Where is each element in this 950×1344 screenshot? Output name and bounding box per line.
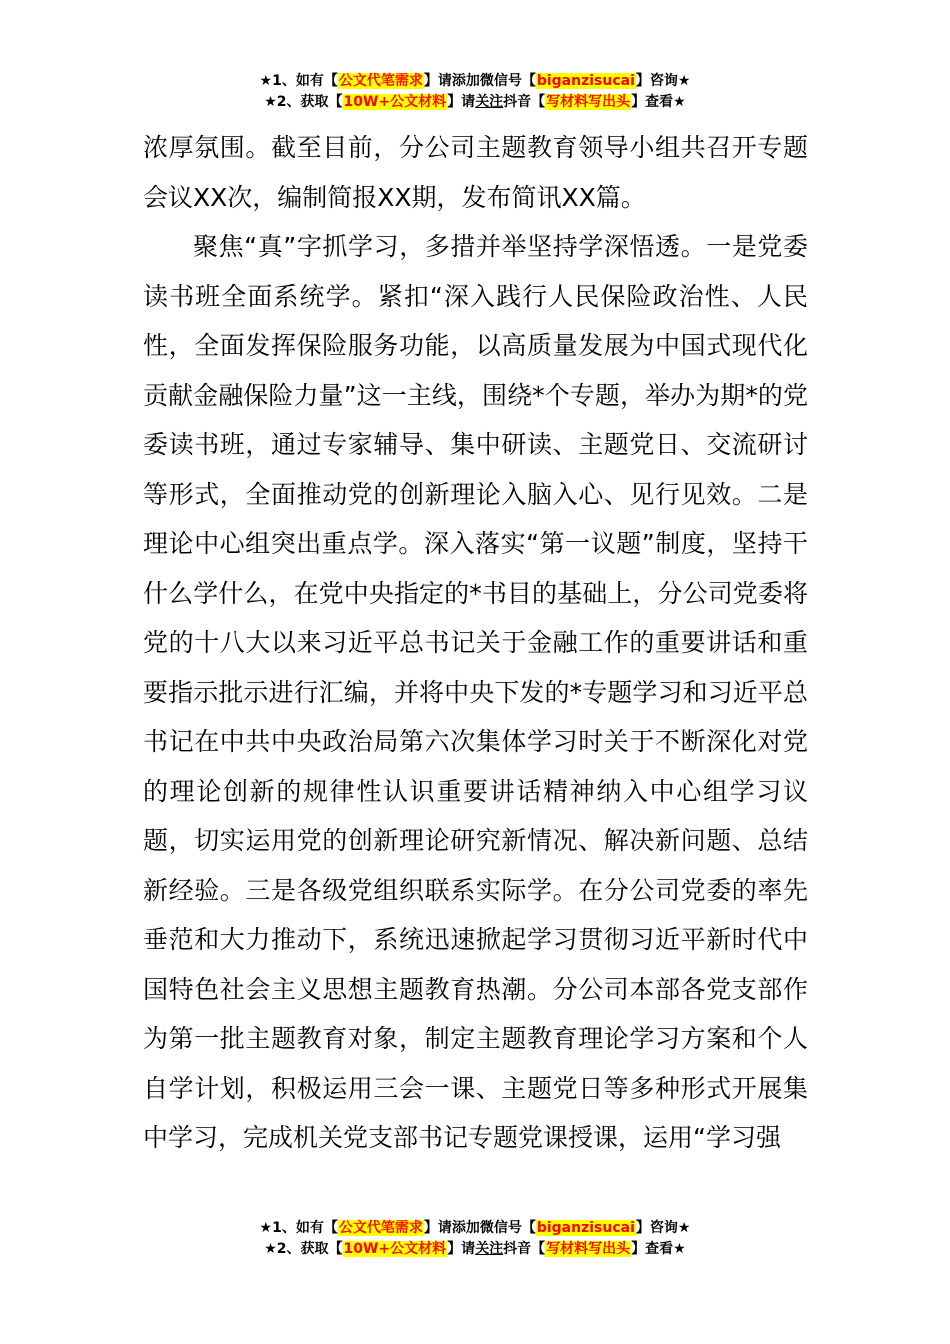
notice-line-2: ★2、获取【10W+公文材料】请关注抖音【写材料写出头】查看★ xyxy=(264,1241,686,1257)
highlight-wechat-id: biganzisucai xyxy=(536,73,635,89)
paragraph-continuation: 浓厚氛围。截至目前，分公司主题教育领导小组共召开专题会议XX次，编制简报XX期，发布简讯XX篇。 xyxy=(143,133,808,212)
paragraph-study-focus: 聚焦“真”字抓学习，多措并举坚持学深悟透。一是党委读书班全面系统学。紧扣“深入践行人民保险政治性、人民性，全面发挥保险服务功能，以高质量发展为中国式现代化贡献金融保险力量”这一主线，围绕*个专题，举办为期*的党委读书班，通过专家辅导、集中研读、主题党日、交流研讨等形式，全面推动党的创新理论入脑入心、见行见效。二是理论中心组突出重点学。深入落实“第一议题”制度，坚持干什么学什么，在党中央指定的*书目的基础上，分公司党委将党的十八大以来习近平总书记关于金融工作的重要讲话和重要指示批示进行汇编，并将中央下发的*专题学习和习近平总书记在中共中央政治局第六次集体学习时关于不断深化对党的理论创新的规律性认识重要讲话精神纳入中心组学习议题，切实运用党的创新理论研究新情况、解决新问题、总结新经验。三是各级党组织联系实际学。在分公司党委的率先垂范和大力推动下，系统迅速掀起学习贯彻习近平新时代中国特色社会主义思想主题教育热潮。分公司本部各党支部作为第一批主题教育对象，制定主题教育理论学习方案和个人自学计划，积极运用三会一课、主题党日等多种形式开展集中学习，完成机关党支部书记专题党课授课，运用“学习强 xyxy=(143,232,808,1152)
highlight-writing-service: 公文代笔需求 xyxy=(338,1220,423,1236)
highlight-materials: 10W+公文材料 xyxy=(343,94,447,110)
notice-line-2: ★2、获取【10W+公文材料】请关注抖音【写材料写出头】查看★ xyxy=(264,94,686,110)
underlined-follow: 关注 xyxy=(475,94,504,110)
highlight-wechat-id: biganzisucai xyxy=(536,1220,635,1236)
footer-notice-banner xyxy=(0,1218,950,1260)
highlight-writing-service: 公文代笔需求 xyxy=(338,73,423,89)
highlight-materials: 10W+公文材料 xyxy=(343,1241,447,1257)
document-body xyxy=(143,123,808,1163)
notice-line-1: ★1、如有【公文代笔需求】请添加微信号【biganzisucai】咨询★ xyxy=(259,1220,691,1236)
highlight-douyin-account: 写材料写出头 xyxy=(546,1241,631,1257)
underlined-follow: 关注 xyxy=(475,1241,504,1257)
highlight-douyin-account: 写材料写出头 xyxy=(546,94,631,110)
header-notice-banner xyxy=(0,71,950,113)
notice-line-1: ★1、如有【公文代笔需求】请添加微信号【biganzisucai】咨询★ xyxy=(259,73,691,89)
